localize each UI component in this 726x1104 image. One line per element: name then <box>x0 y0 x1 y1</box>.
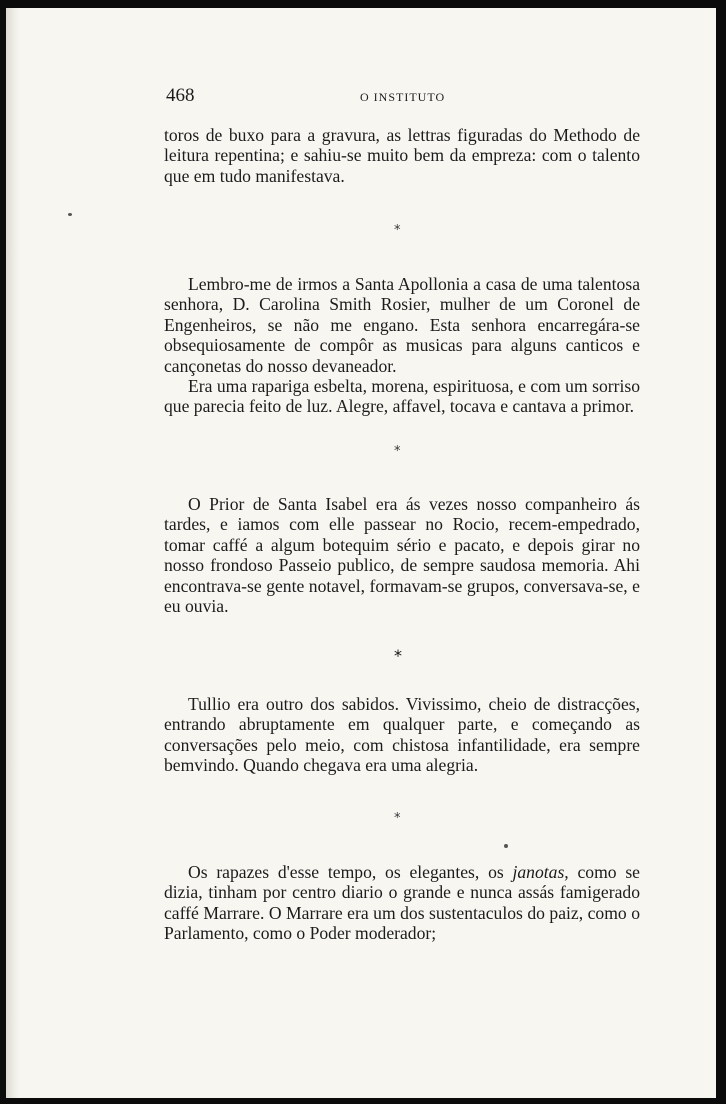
section-5-text <box>164 862 640 944</box>
paragraph: Lembro-me de irmos a Santa Apollonia a casa de uma talentosa senhora, D. Carolina Smith Rosier, mulher de um Coronel de Engenheiros, se não me engano. Esta senhora encarregára-se obsequiosamente de compôr as musicas para alguns canticos e cançonetas do nosso devaneador. <box>164 274 640 376</box>
paragraph: Era uma rapariga esbelta, morena, espirituosa, e com um sorriso que parecia feito de luz. Alegre, affavel, tocava e cantava a primor. <box>164 376 640 417</box>
section-2-text <box>164 274 640 417</box>
section-1-text <box>164 125 640 186</box>
section-separator-star: * <box>394 811 401 826</box>
paragraph-text: Os rapazes d'esse tempo, os elegantes, os <box>188 862 513 882</box>
section-separator-star: * <box>394 223 401 238</box>
running-title: O INSTITUTO <box>360 90 446 104</box>
paragraph: O Prior de Santa Isabel era ás vezes nosso companheiro ás tardes, e iamos com elle passear no Rocio, recem-empedrado, tomar caffé a algum botequim sério e pacato, e depois girar no nosso frondoso Passeio publico, de sempre saudosa memoria. Ahi encontrava-se gente notavel, formavam-se grupos, conversava-se, e eu ouvia. <box>164 494 640 617</box>
print-speck <box>68 213 72 216</box>
italic-word: janotas, <box>512 862 569 882</box>
page-edge-shadow <box>6 8 20 1098</box>
paragraph: Tullio era outro dos sabidos. Vivissimo, cheio de distracções, entrando abruptamente em qualquer parte, e começando as conversações pelo meio, com chistosa infantilidade, era sempre bemvindo. Quando chegava era uma alegria. <box>164 694 640 776</box>
page-header <box>166 85 636 111</box>
section-3-text <box>164 494 640 616</box>
section-separator-star: * <box>394 646 402 665</box>
section-4-text <box>164 694 640 776</box>
section-separator-star: * <box>394 444 401 459</box>
page-number: 468 <box>166 85 195 106</box>
paragraph <box>164 862 640 944</box>
paragraph-text: como se dizia, tinham por centro diario o grande e nunca assás famigerado caffé Marrare. O Marrare era um dos sustentaculos do paiz, como o Parlamento, como o Poder moderador; <box>164 862 640 944</box>
print-speck <box>504 844 508 848</box>
paragraph: toros de buxo para a gravura, as lettras figuradas do Methodo de leitura repentina; e sahiu-se muito bem da empreza: com o talento que em tudo manifestava. <box>164 125 640 186</box>
book-page <box>6 8 716 1098</box>
